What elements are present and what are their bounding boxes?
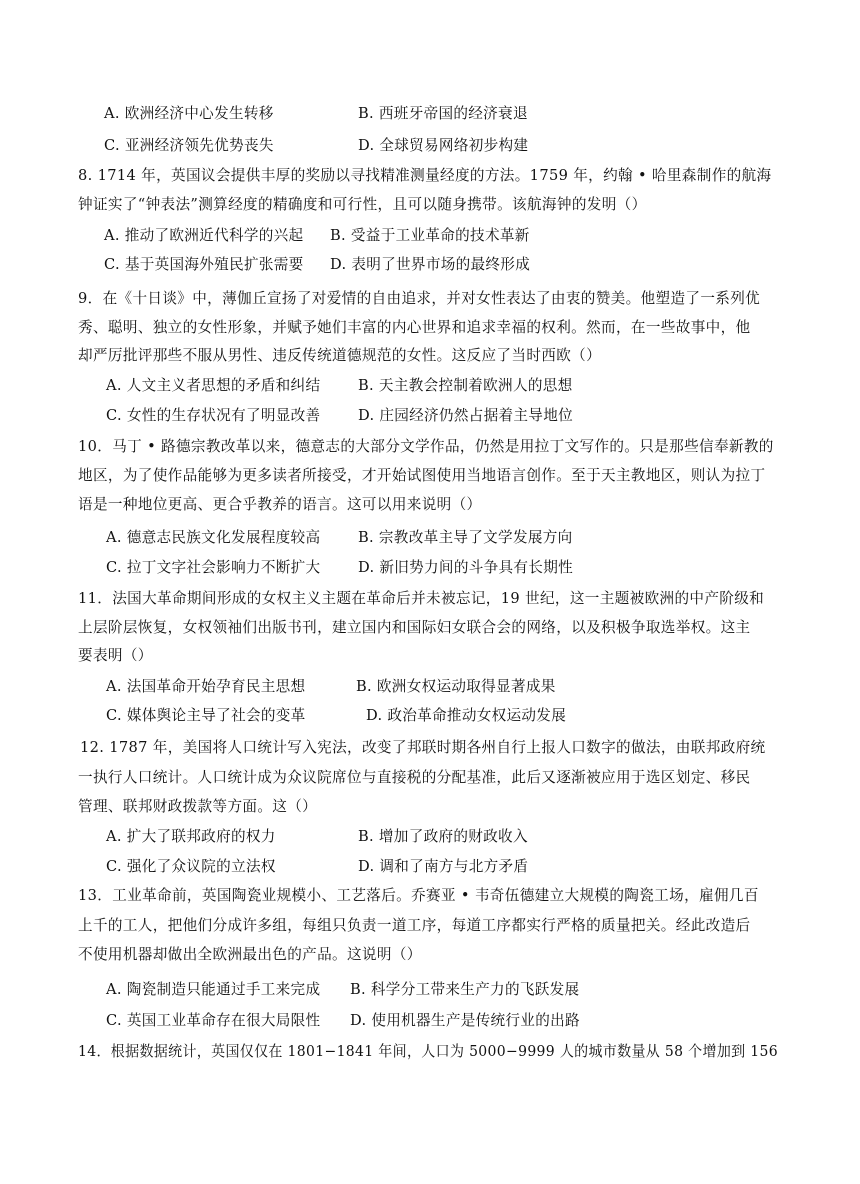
q12-stem-line-3: 管理、联邦财政拨款等方面。这（）: [78, 798, 318, 815]
q11-option-d: D. 政治革命推动女权运动发展: [366, 707, 567, 724]
q9-option-d: D. 庄园经济仍然占据着主导地位: [358, 407, 573, 424]
q13-stem-line-2: 上千的工人，把他们分成许多组，每组只负责一道工序，每道工序都实行严格的质量把关。经此改造后: [78, 917, 751, 934]
q10-stem-line-2: 地区，为了使作品能够为更多读者所接受，才开始试图使用当地语言创作。至于天主教地区，则认为拉丁: [78, 467, 766, 484]
q8-option-d: D. 表明了世界市场的最终形成: [330, 256, 531, 273]
q10-stem-line-1: 10．马丁 • 路德宗教改革以来，德意志的大部分文学作品，仍然是用拉丁文写作的。只是那些信奉新教的: [78, 438, 774, 455]
q9-option-b: B. 天主教会控制着欧洲人的思想: [358, 377, 573, 394]
q7-option-c: C. 亚洲经济领先优势丧失: [104, 137, 274, 154]
q8-option-c: C. 基于英国海外殖民扩张需要: [104, 256, 304, 273]
q13-option-b: B. 科学分工带来生产力的飞跃发展: [350, 981, 580, 998]
q11-option-c: C. 媒体舆论主导了社会的变革: [106, 707, 306, 724]
q11-option-b: B. 欧洲女权运动取得显著成果: [356, 678, 556, 695]
q13-option-d: D. 使用机器生产是传统行业的出路: [350, 1012, 580, 1029]
q12-option-b: B. 增加了政府的财政收入: [358, 828, 528, 845]
q12-option-c: C. 强化了众议院的立法权: [106, 858, 276, 875]
q14-stem-line-1: 14．根据数据统计，英国仅仅在 1801−1841 年间，人口为 5000−9999 人的城市数量从 58 个增加到 156: [78, 1043, 778, 1060]
q8-stem-line-1: 8. 1714 年，英国议会提供丰厚的奖励以寻找精准测量经度的方法。1759 年，约翰 • 哈里森制作的航海: [78, 167, 772, 184]
q12-stem-line-2: 一执行人口统计。人口统计成为众议院席位与直接税的分配基准，此后又逐渐被应用于选区划定、移民: [78, 769, 751, 786]
q8-option-b: B. 受益于工业革命的技术革新: [330, 227, 530, 244]
q13-stem-line-1: 13．工业革命前，英国陶瓷业规模小、工艺落后。乔赛亚 • 韦奇伍德建立大规模的陶瓷工场，雇佣几百: [78, 887, 759, 904]
q12-option-d: D. 调和了南方与北方矛盾: [358, 858, 529, 875]
q8-stem-line-2: 钟证实了“钟表法”测算经度的精确度和可行性，且可以随身携带。该航海钟的发明（）: [78, 196, 647, 213]
q9-option-a: A. 人文主义者思想的矛盾和纠结: [106, 377, 321, 394]
q11-stem-line-2: 上层阶层恢复，女权领袖们出版书刊，建立国内和国际妇女联合会的网络，以及积极争取选举权。这主: [78, 619, 751, 636]
q13-stem-line-3: 不使用机器却做出全欧洲最出色的产品。这说明（）: [78, 946, 422, 963]
q7-option-b: B. 西班牙帝国的经济衰退: [358, 105, 528, 122]
q13-option-a: A. 陶瓷制造只能通过手工来完成: [106, 981, 321, 998]
q10-option-a: A. 德意志民族文化发展程度较高: [106, 529, 321, 546]
q7-option-d: D. 全球贸易网络初步构建: [358, 137, 529, 154]
q10-stem-line-3: 语是一种地位更高、更合乎教养的语言。这可以用来说明（）: [78, 496, 482, 513]
q12-option-a: A. 扩大了联邦政府的权力: [106, 828, 276, 845]
q9-stem-line-2: 秀、聪明、独立的女性形象，并赋予她们丰富的内心世界和追求幸福的权利。然而，在一些故事中，他: [78, 319, 751, 336]
q10-option-d: D. 新旧势力间的斗争具有长期性: [358, 559, 573, 576]
q9-stem-line-3: 却严厉批评那些不服从男性、违反传统道德规范的女性。这反应了当时西欧（）: [78, 347, 602, 364]
q11-stem-line-1: 11．法国大革命期间形成的女权主义主题在革命后并未被忘记，19 世纪，这一主题被欧洲的中产阶级和: [78, 590, 765, 607]
q7-option-a: A. 欧洲经济中心发生转移: [104, 105, 274, 122]
q11-option-a: A. 法国革命开始孕育民主思想: [106, 678, 306, 695]
q11-stem-line-3: 要表明（）: [78, 647, 153, 664]
q10-option-b: B. 宗教改革主导了文学发展方向: [358, 529, 573, 546]
q13-option-c: C. 英国工业革命存在很大局限性: [106, 1012, 321, 1029]
q9-option-c: C. 女性的生存状况有了明显改善: [106, 407, 321, 424]
q8-option-a: A. 推动了欧洲近代科学的兴起: [104, 227, 304, 244]
q10-option-c: C. 拉丁文字社会影响力不断扩大: [106, 559, 321, 576]
q12-stem-line-1: 12. 1787 年，美国将人口统计写入宪法，改变了邦联时期各州自行上报人口数字的做法，由联邦政府统: [80, 739, 766, 756]
q9-stem-line-1: 9．在《十日谈》中，薄伽丘宣扬了对爱情的自由追求，并对女性表达了由衷的赞美。他塑造了一系列优: [78, 290, 761, 307]
